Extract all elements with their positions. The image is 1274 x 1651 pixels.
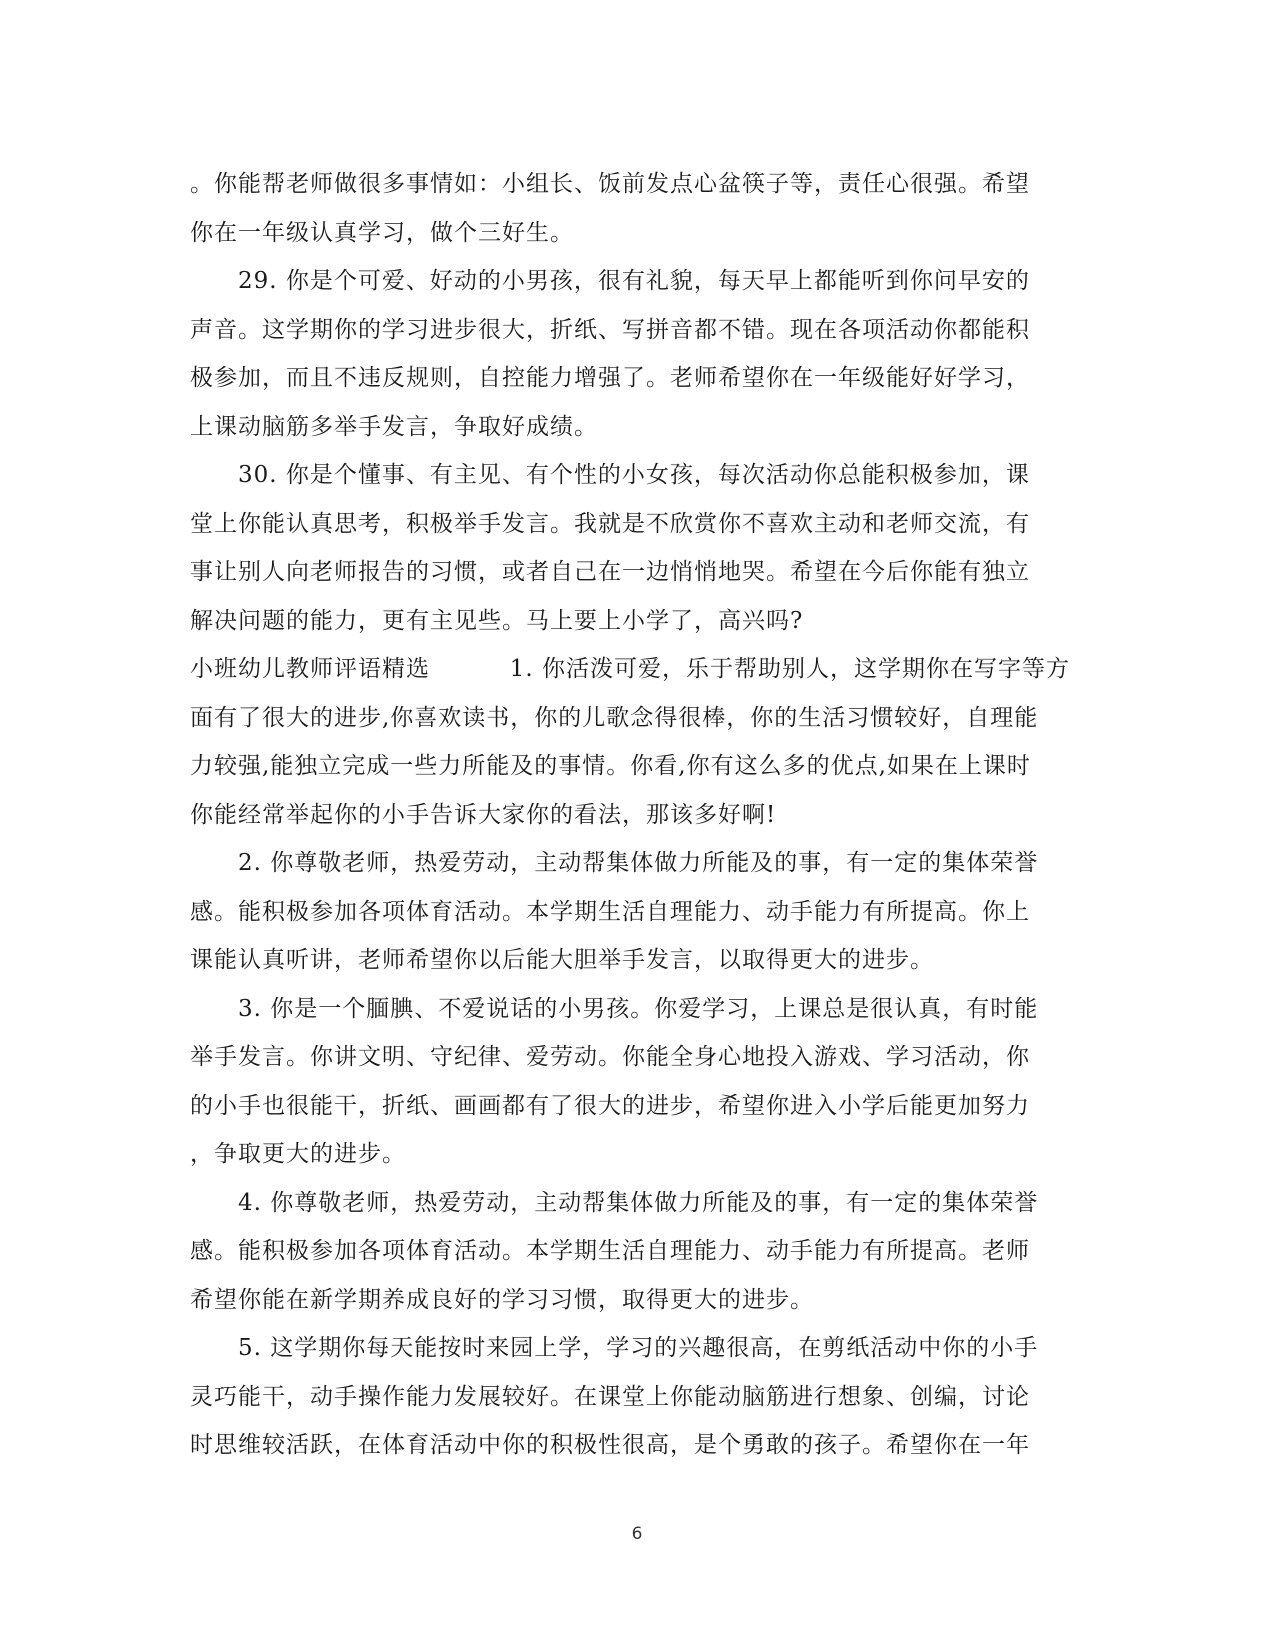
text-line: 4. 你尊敬老师，热爱劳动，主动帮集体做力所能及的事，有一定的集体荣誉 [238, 1189, 1039, 1216]
text-line: 力较强,能独立完成一些力所能及的事情。你看,你有这么多的优点,如果在上课时 [190, 753, 1031, 779]
text-line: 。你能帮老师做很多事情如：小组长、饭前发点心盆筷子等，责任心很强。希望 [190, 171, 1030, 197]
text-line: 的小手也很能干，折纸、画画都有了很大的进步，希望你进入小学后能更加努力 [190, 1092, 1030, 1119]
text-line: 解决问题的能力，更有主见些。马上要上小学了，高兴吗? [190, 607, 804, 634]
text-line: 5. 这学期你每天能按时来园上学，学习的兴趣很高，在剪纸活动中你的小手 [238, 1335, 1039, 1361]
heading-line [190, 645, 1070, 694]
text-line: 上课动脑筋多举手发言，争取好成绩。 [190, 413, 598, 440]
text-block-1 [190, 160, 1070, 645]
document-body [190, 160, 1070, 1470]
section-heading: 小班幼儿教师评语精选 [190, 656, 430, 682]
text-line: 举手发言。你讲文明、守纪律、爱劳动。你能全身心地投入游戏、学习活动，你 [190, 1044, 1030, 1070]
text-line: 29. 你是个可爱、好动的小男孩，很有礼貌，每天早上都能听到你问早安的 [238, 268, 1030, 294]
text-line: 堂上你能认真思考，积极举手发言。我就是不欣赏你不喜欢主动和老师交流，有 [190, 510, 1030, 537]
text-line: 声音。这学期你的学习进步很大，折纸、写拼音都不错。现在各项活动你都能积 [190, 316, 1030, 343]
text-line: 30. 你是个懂事、有主见、有个性的小女孩，每次活动你总能积极参加，课 [238, 462, 1030, 488]
text-line: 感。能积极参加各项体育活动。本学期生活自理能力、动手能力有所提高。你上 [190, 898, 1030, 925]
text-line: ，争取更大的进步。 [190, 1141, 406, 1167]
text-line: 希望你能在新学期养成良好的学习习惯，取得更大的进步。 [190, 1286, 814, 1313]
text-block-2 [190, 694, 1070, 1470]
text-line: 课能认真听讲，老师希望你以后能大胆举手发言，以取得更大的进步。 [190, 947, 934, 973]
text-line: 你在一年级认真学习，做个三好生。 [190, 219, 574, 246]
text-line: 3. 你是一个腼腆、不爱说话的小男孩。你爱学习，上课总是很认真，有时能 [238, 995, 1039, 1022]
text-line: 灵巧能干，动手操作能力发展较好。在课堂上你能动脑筋进行想象、创编，讨论 [190, 1383, 1030, 1410]
text-line: 时思维较活跃，在体育活动中你的积极性很高，是个勇敢的孩子。希望你在一年 [190, 1432, 1030, 1458]
text-line: 你能经常举起你的小手告诉大家你的看法，那该多好啊! [190, 801, 777, 828]
text-line: 2. 你尊敬老师，热爱劳动，主动帮集体做力所能及的事，有一定的集体荣誉 [238, 850, 1039, 876]
page-number: 6 [631, 1524, 643, 1544]
text-line: 事让别人向老师报告的习惯，或者自己在一边悄悄地哭。希望在今后你能有独立 [190, 559, 1030, 585]
text-line: 面有了很大的进步,你喜欢读书，你的儿歌念得很棒，你的生活习惯较好，自理能 [190, 704, 1039, 731]
text-line: 感。能积极参加各项体育活动。本学期生活自理能力、动手能力有所提高。老师 [190, 1238, 1030, 1264]
text-line: 极参加，而且不违反规则，自控能力增强了。老师希望你在一年级能好好学习， [190, 365, 1030, 391]
heading-line-text: 1. 你活泼可爱，乐于帮助别人，这学期你在写字等方 [509, 656, 1070, 682]
